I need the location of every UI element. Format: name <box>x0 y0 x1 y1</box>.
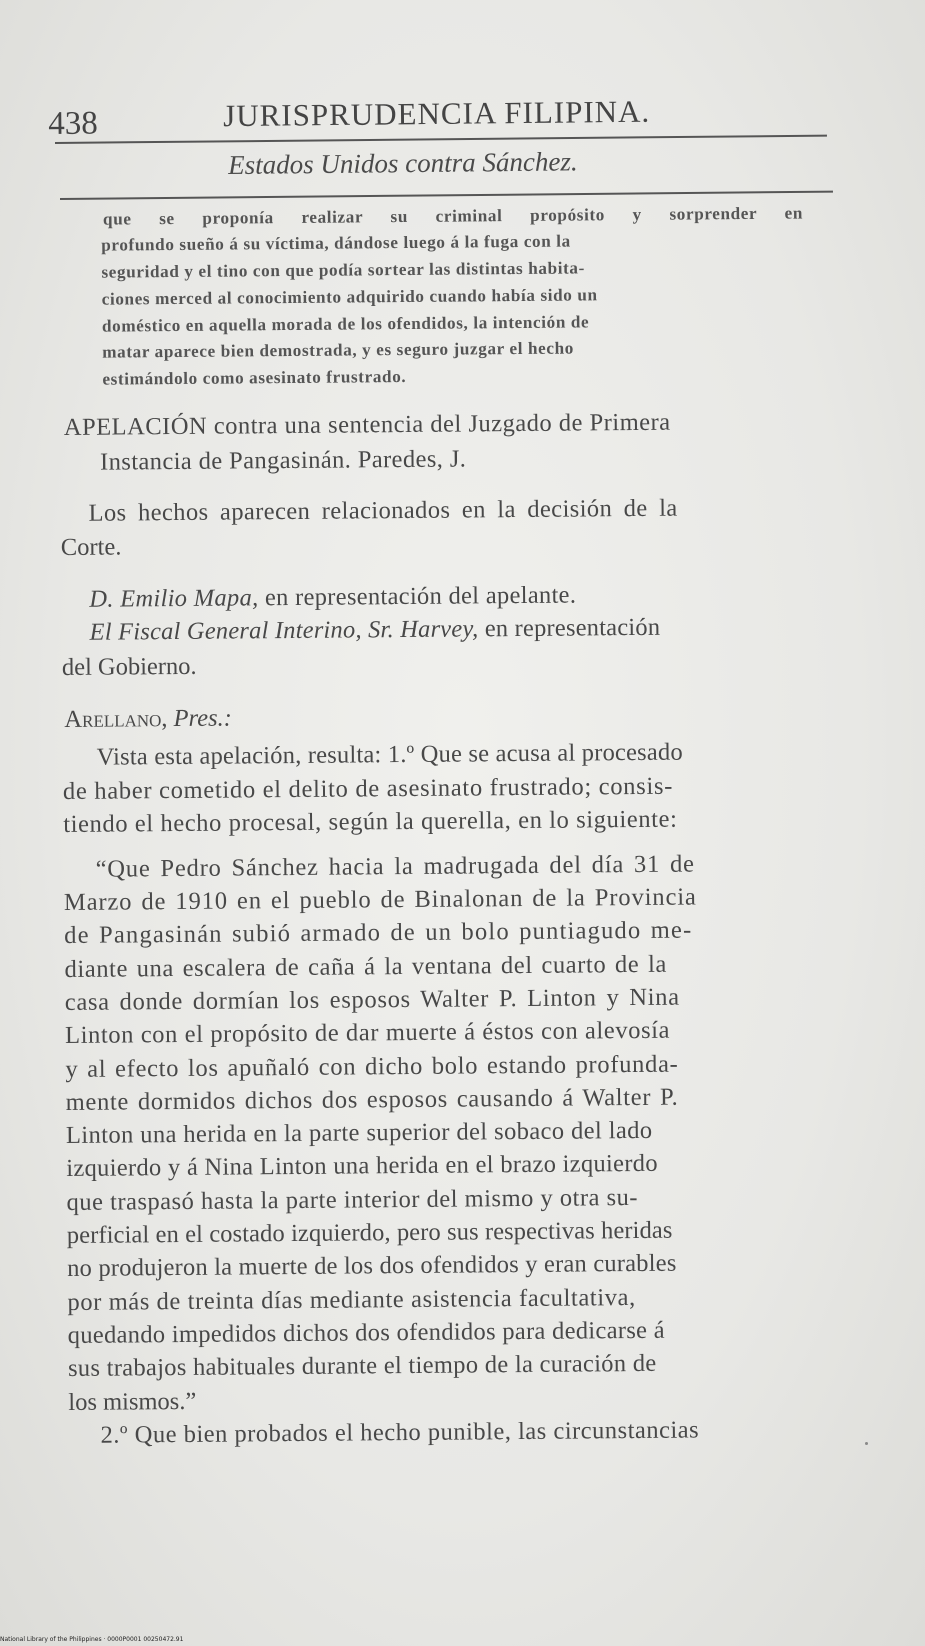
syllabus-line: matar aparece bien demostrada, y es seguro juzgar el hecho <box>102 338 574 362</box>
counsel-government <box>89 614 660 647</box>
opinion-line: no produjeron la muerte de los dos ofendidos y eran curables <box>67 1249 677 1282</box>
scan-footer: National Library of the Philippines · 0000P0001 00250472.91 <box>0 1636 184 1643</box>
facts-line: Corte. <box>60 533 122 562</box>
appellant-counsel-role: en representación del apelante. <box>258 581 577 612</box>
opinion-line: “Que Pedro Sánchez hacia la madrugada del día 31 de <box>95 850 695 883</box>
opinion-line: diante una escalera de caña á la ventana del cuarto de la <box>64 950 668 983</box>
opinion-line: de Pangasinán subió armado de un bolo puntiagudo me- <box>64 916 693 949</box>
syllabus-line: seguridad y el tino con que podía sortear las distintas habita- <box>101 258 585 282</box>
case-title: Estados Unidos contra Sánchez. <box>228 146 578 180</box>
opinion-line: 2.º Que bien probados el hecho punible, las circunstancias <box>100 1416 700 1449</box>
counsel-government-cont: del Gobierno. <box>61 652 197 681</box>
counsel-appellant <box>89 582 576 614</box>
opinion-line: los mismos.” <box>68 1387 197 1416</box>
page-number: 438 <box>48 105 98 142</box>
opinion-line: Vista esta apelación, resulta: 1.º Que se acusa al procesado <box>96 738 683 771</box>
opinion-line: mente dormidos dichos dos esposos causando á Walter P. <box>65 1083 679 1116</box>
opinion-author <box>64 705 232 734</box>
facts-line: Los hechos aparecen relacionados en la decisión de la <box>88 494 678 527</box>
running-title: JURISPRUDENCIA FILIPINA. <box>222 93 651 134</box>
appellant-counsel-name: D. Emilio Mapa, <box>89 584 259 613</box>
gov-counsel-role: en representación <box>478 613 661 643</box>
syllabus-line: que se proponía realizar su criminal propósito y sorprender en <box>102 203 804 229</box>
page-header <box>48 92 828 140</box>
opinion-line: que traspasó hasta la parte interior del mismo y otra su- <box>66 1183 639 1216</box>
opinion-line: y al efecto los apuñaló con dicho bolo estando profunda- <box>65 1050 679 1083</box>
ink-speck <box>865 1442 868 1445</box>
syllabus-line: doméstico en aquella morada de los ofendidos, la intención de <box>101 312 590 336</box>
syllabus-line: ciones merced al conocimiento adquirido cuando había sido un <box>101 285 598 309</box>
opinion-line: izquierdo y á Nina Linton una herida en el brazo izquierdo <box>66 1149 658 1182</box>
justice-title: Pres.: <box>167 704 233 733</box>
opinion-line: sus trabajos habituales durante el tiempo de la curación de <box>67 1349 657 1382</box>
opinion-line: Linton una herida en la parte superior del sobaco del lado <box>65 1116 653 1149</box>
opinion-line: tiendo el hecho procesal, según la querella, en lo siguiente: <box>63 805 678 838</box>
opinion-line: por más de treinta días mediante asistencia facultativa, <box>67 1284 636 1316</box>
opinion-line: de haber cometido el delito de asesinato frustrado; consis- <box>62 772 674 805</box>
opinion-line: perficial en el costado izquierdo, pero sus respectivas heridas <box>66 1216 673 1249</box>
opinion-line: Linton con el propósito de dar muerte á éstos con alevosía <box>64 1016 671 1049</box>
appeal-line: APELACIÓN contra una sentencia del Juzgado de Primera <box>63 408 671 441</box>
case-title-rule <box>60 191 833 200</box>
justice-name: Arellano, <box>64 705 168 733</box>
opinion-line: casa donde dormían los esposos Walter P. Linton y Nina <box>64 983 680 1016</box>
opinion-line: Marzo de 1910 en el pueblo de Binalonan de la Provincia <box>63 883 697 916</box>
appeal-line: Instancia de Pangasinán. Paredes, J. <box>99 445 467 476</box>
opinion-line: quedando impedidos dichos dos ofendidos para dedicarse á <box>67 1316 665 1349</box>
gov-counsel-name: El Fiscal General Interino, Sr. Harvey, <box>89 615 479 646</box>
syllabus-line: estimándolo como asesinato frustrado. <box>102 366 407 389</box>
syllabus-line: profundo sueño á su víctima, dándose luego á la fuga con la <box>101 231 571 255</box>
